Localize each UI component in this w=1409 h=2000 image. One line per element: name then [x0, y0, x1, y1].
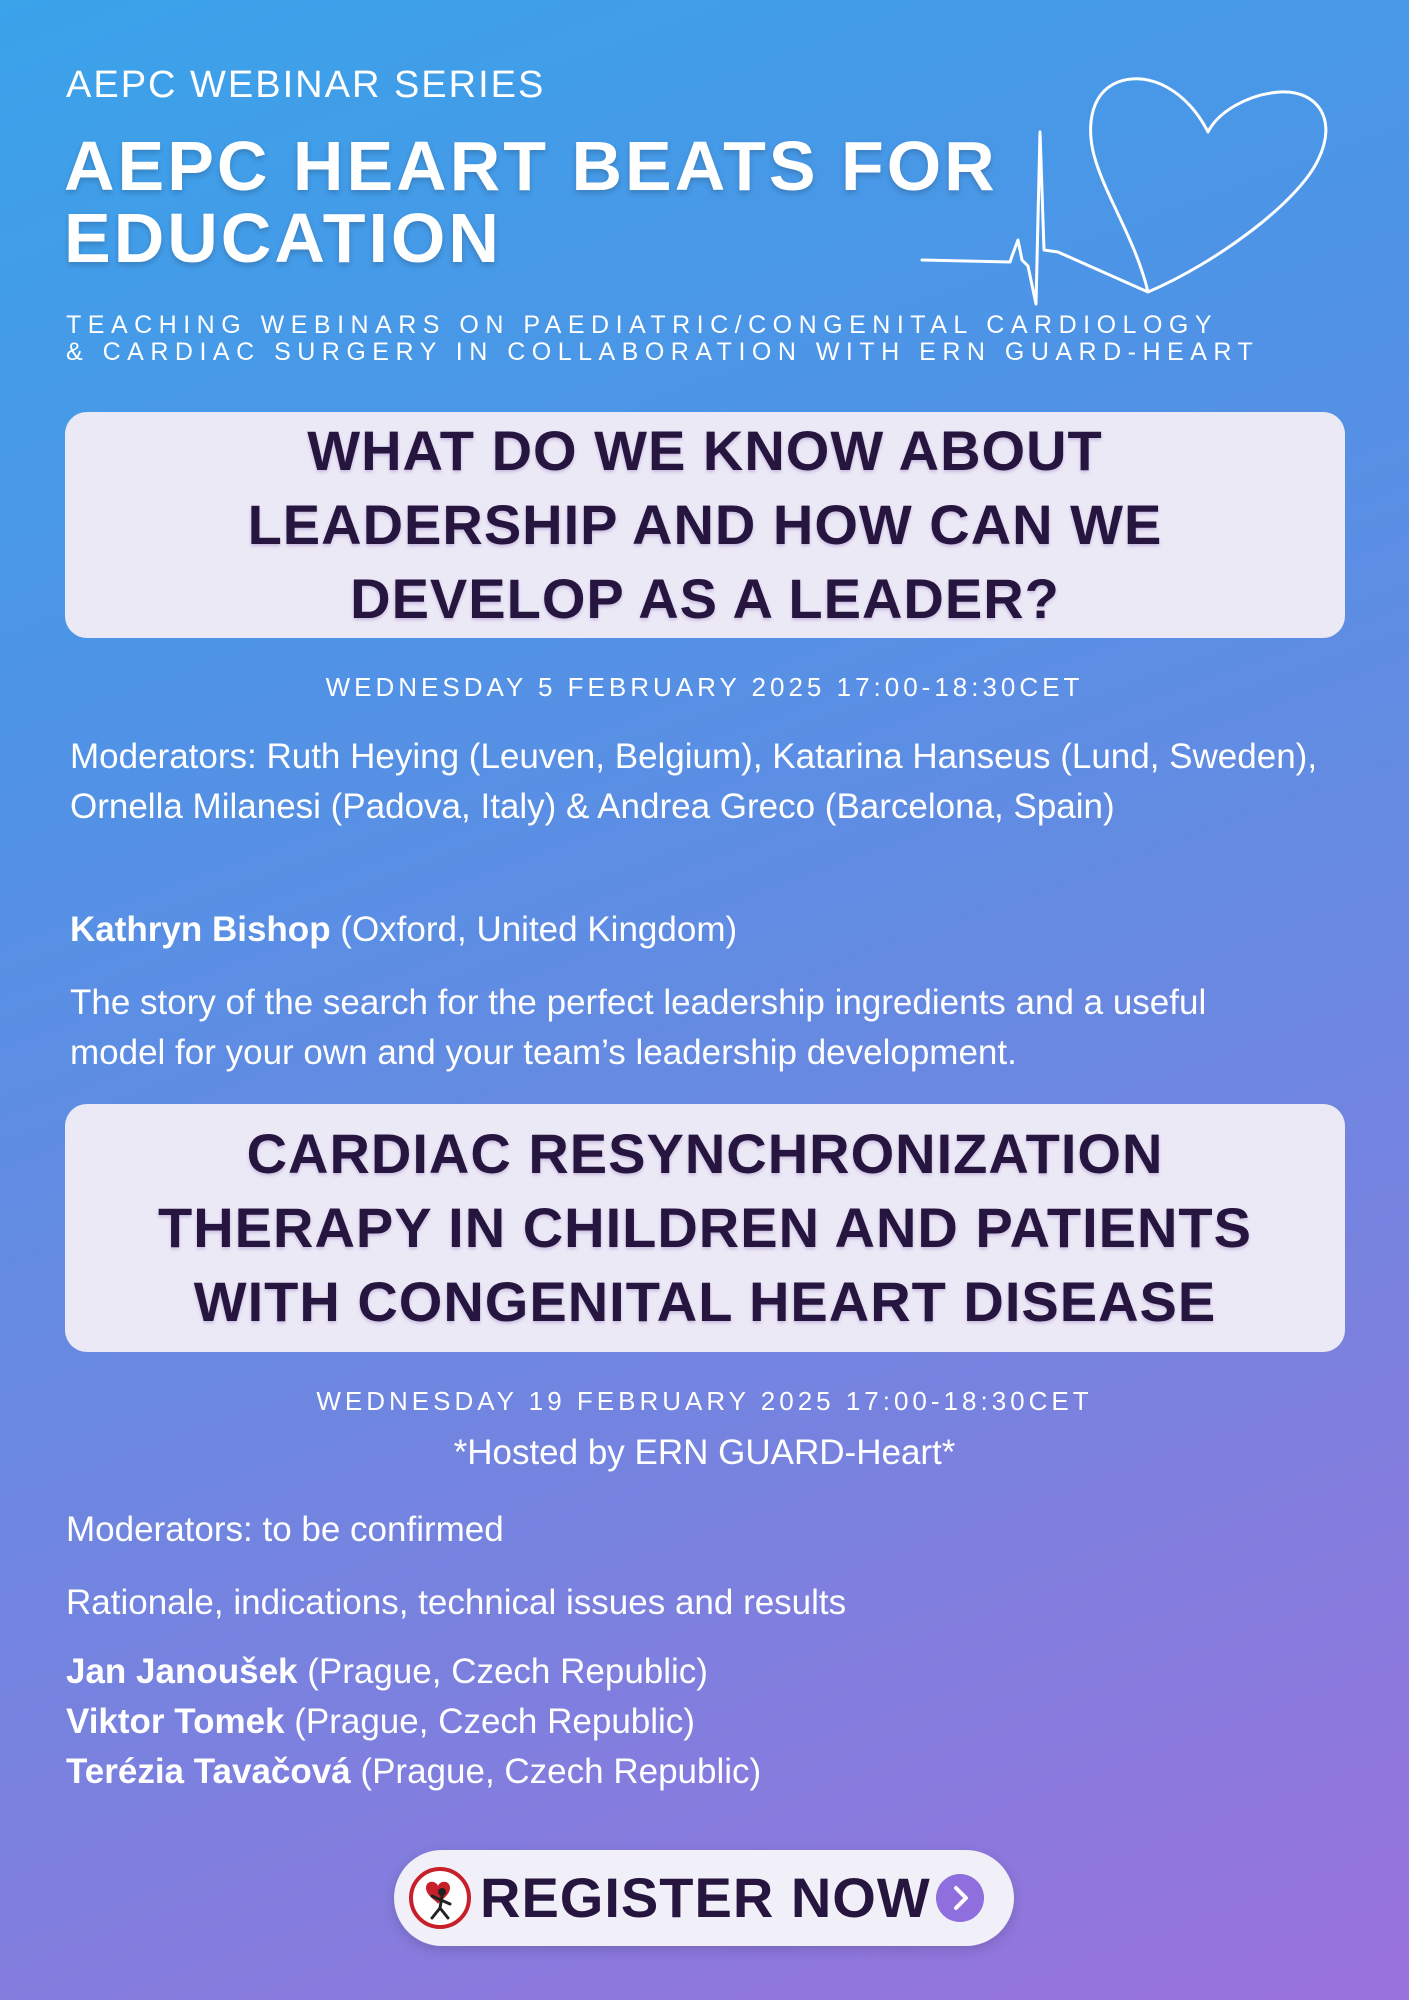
webinar-1-description: The story of the search for the perfect leadership ingredients and a useful model for your own and your team’s leadership development.	[70, 983, 1207, 1072]
webinar-2-title-line-2: THERAPY IN CHILDREN AND PATIENTS	[158, 1196, 1252, 1259]
webinar-2-title	[158, 1117, 1252, 1339]
aepc-logo-icon	[408, 1866, 472, 1930]
subtitle	[66, 312, 1366, 366]
speaker-name: Viktor Tomek	[66, 1702, 285, 1741]
chevron-right-icon[interactable]	[936, 1874, 984, 1922]
webinar-2-speaker-2	[66, 1697, 761, 1747]
webinar-2-speakers	[66, 1647, 761, 1797]
webinar-2-title-line-1: CARDIAC RESYNCHRONIZATION	[246, 1122, 1164, 1185]
webinar-2-moderators: Moderators: to be confirmed	[66, 1510, 504, 1549]
webinar-1-speaker-name: Kathryn Bishop	[70, 910, 331, 949]
speaker-name: Terézia Tavačová	[66, 1752, 351, 1791]
speaker-location: (Prague, Czech Republic)	[297, 1652, 708, 1691]
webinar-1-speaker-location: (Oxford, United Kingdom)	[330, 910, 738, 949]
webinar-1-date: WEDNESDAY 5 FEBRUARY 2025 17:00-18:30CET	[325, 672, 1084, 702]
webinar-1-title-line-3: DEVELOP AS A LEADER?	[350, 567, 1060, 630]
webinar-2-topic: Rationale, indications, technical issues and results	[66, 1583, 847, 1622]
speaker-location: (Prague, Czech Republic)	[284, 1702, 695, 1741]
webinar-2-title-box	[65, 1104, 1345, 1352]
webinar-1-title-line-1: WHAT DO WE KNOW ABOUT	[307, 419, 1103, 482]
heartbeat-heart-icon	[918, 72, 1338, 312]
webinar-1-moderators: Moderators: Ruth Heying (Leuven, Belgium), Katarina Hanseus (Lund, Sweden), Ornella Milanesi (Padova, Italy) & Andrea Greco (Barcelona, Spain)	[70, 737, 1318, 826]
register-now-label: REGISTER NOW	[480, 1866, 931, 1929]
webinar-2-speaker-1	[66, 1647, 761, 1697]
webinar-1-title	[248, 414, 1163, 636]
webinar-2-hosted-by: *Hosted by ERN GUARD-Heart*	[453, 1433, 956, 1472]
subtitle-line-2: & CARDIAC SURGERY IN COLLABORATION WITH ERN GUARD-HEART	[66, 338, 1260, 366]
subtitle-line-1: TEACHING WEBINARS ON PAEDIATRIC/CONGENITAL CARDIOLOGY	[66, 311, 1219, 339]
page-title: AEPC HEART BEATS FOR EDUCATION	[64, 127, 998, 277]
speaker-location: (Prague, Czech Republic)	[350, 1752, 762, 1791]
webinar-1-speaker	[70, 905, 1350, 955]
speaker-name: Jan Janoušek	[66, 1652, 298, 1691]
series-label: AEPC WEBINAR SERIES	[66, 64, 546, 106]
webinar-1-title-box	[65, 412, 1345, 638]
register-now-button[interactable]	[394, 1850, 1014, 1946]
webinar-2-date: WEDNESDAY 19 FEBRUARY 2025 17:00-18:30CET	[316, 1386, 1093, 1416]
webinar-2-title-line-3: WITH CONGENITAL HEART DISEASE	[193, 1270, 1217, 1333]
webinar-1-title-line-2: LEADERSHIP AND HOW CAN WE	[247, 493, 1163, 556]
webinar-2-speaker-3	[66, 1747, 761, 1797]
